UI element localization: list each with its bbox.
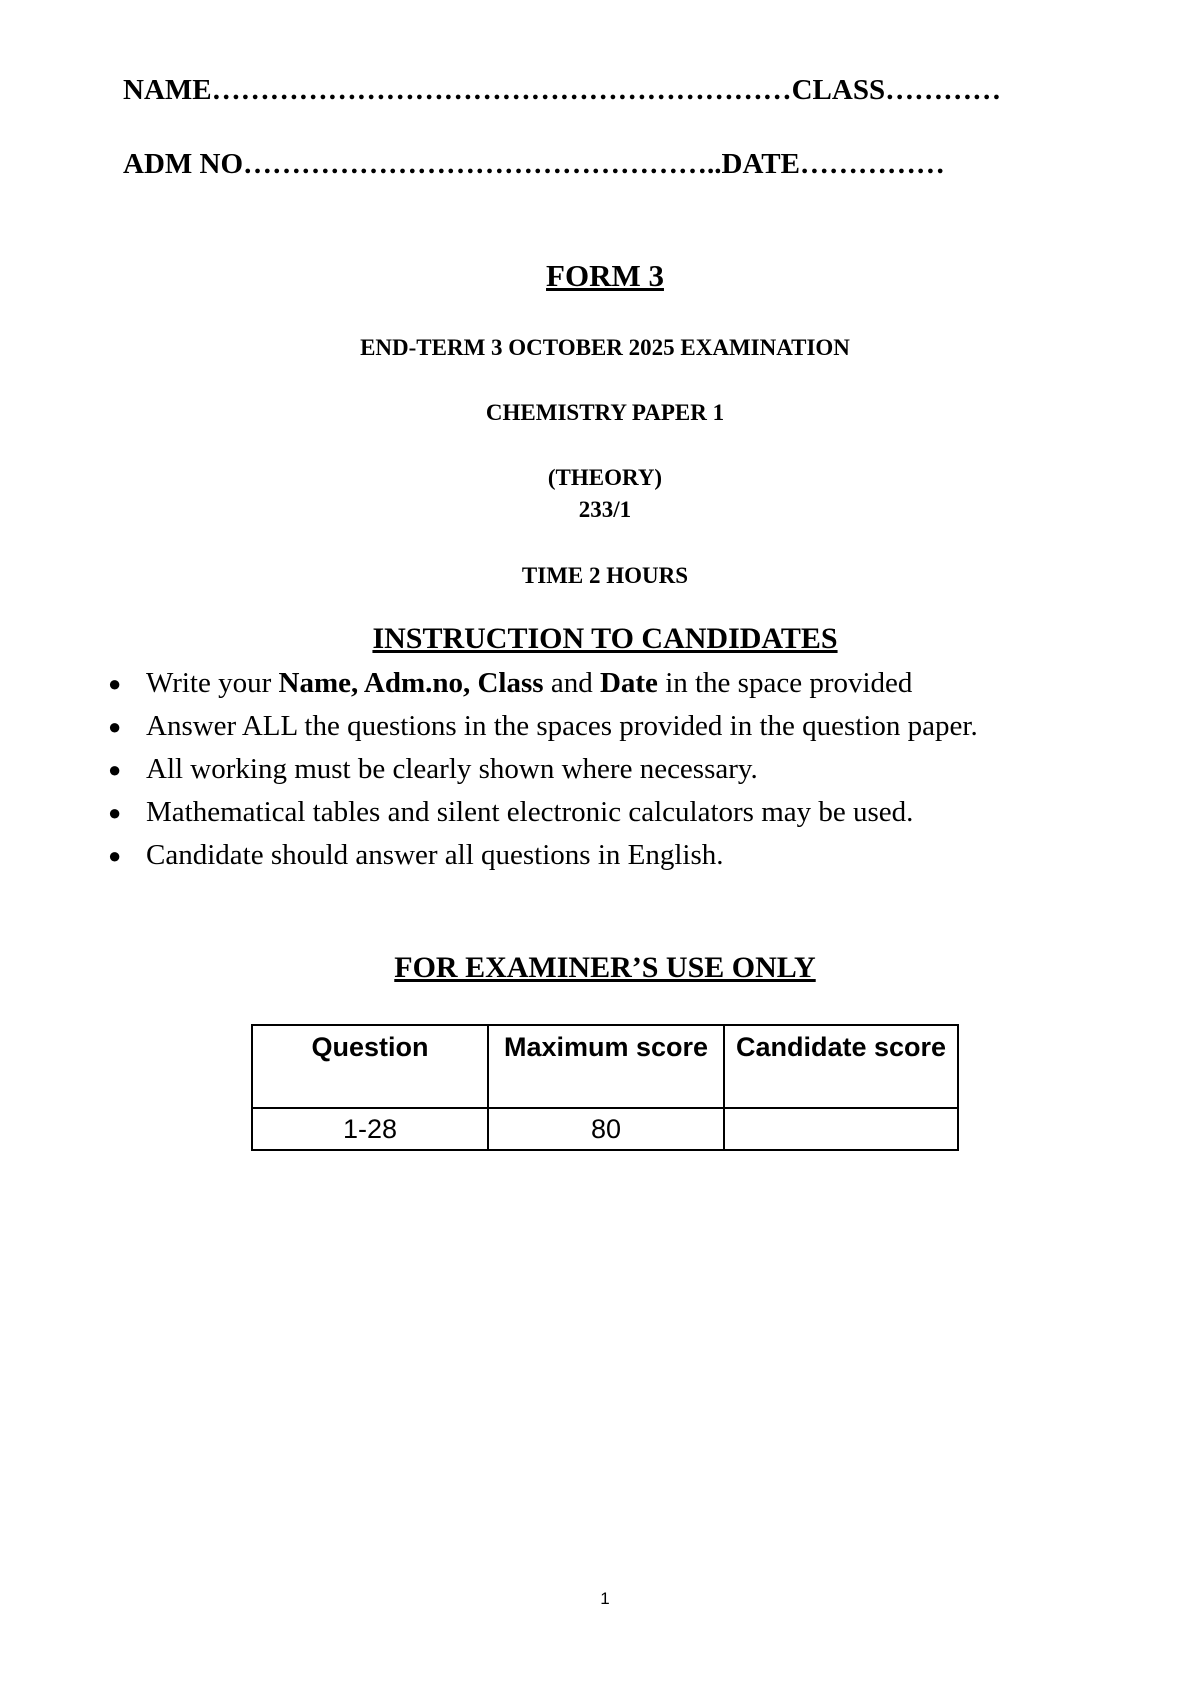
cell-maximum-score: 80 [488, 1108, 724, 1150]
paper-type: (THEORY) [547, 465, 663, 490]
instruction-item: ● Mathematical tables and silent electronic calculators may be used. [108, 791, 978, 834]
instruction-item: ● Answer ALL the questions in the spaces provided in the question paper. [108, 705, 978, 748]
time-allowed: TIME 2 HOURS [521, 563, 689, 588]
exam-title: END-TERM 3 OCTOBER 2025 EXAMINATION [360, 335, 850, 360]
examiner-heading: FOR EXAMINER’S USE ONLY [394, 951, 816, 984]
table-row [252, 1108, 958, 1150]
instructions-heading: INSTRUCTION TO CANDIDATES [372, 622, 838, 655]
bullet-icon: ● [108, 714, 122, 739]
column-header-candidate-score: Candidate score [724, 1025, 958, 1108]
instruction-item: ● All working must be clearly shown where necessary. [108, 748, 978, 791]
form-title: FORM 3 [546, 258, 664, 293]
instruction-item: ● Write your Name, Adm.no, Class and Date in the space provided [108, 662, 978, 705]
bullet-icon: ● [108, 757, 122, 782]
bullet-icon: ● [108, 671, 122, 696]
instructions-list [108, 662, 978, 877]
bullet-icon: ● [108, 800, 122, 825]
adm-date-line: ADM NO…………………………………………..DATE…………… [123, 148, 945, 180]
cell-candidate-score[interactable] [724, 1108, 958, 1150]
column-header-maximum-score: Maximum score [488, 1025, 724, 1108]
paper-code: 233/1 [578, 497, 632, 522]
bullet-icon: ● [108, 843, 122, 868]
score-table [251, 1024, 959, 1151]
page-number: 1 [600, 1589, 610, 1608]
name-class-line: NAME……………………………………………………CLASS………… [123, 74, 1002, 106]
subject-title: CHEMISTRY PAPER 1 [485, 400, 725, 425]
column-header-question: Question [252, 1025, 488, 1108]
instruction-item: ● Candidate should answer all questions in English. [108, 834, 978, 877]
table-header-row [252, 1025, 958, 1108]
cell-question: 1-28 [252, 1108, 488, 1150]
